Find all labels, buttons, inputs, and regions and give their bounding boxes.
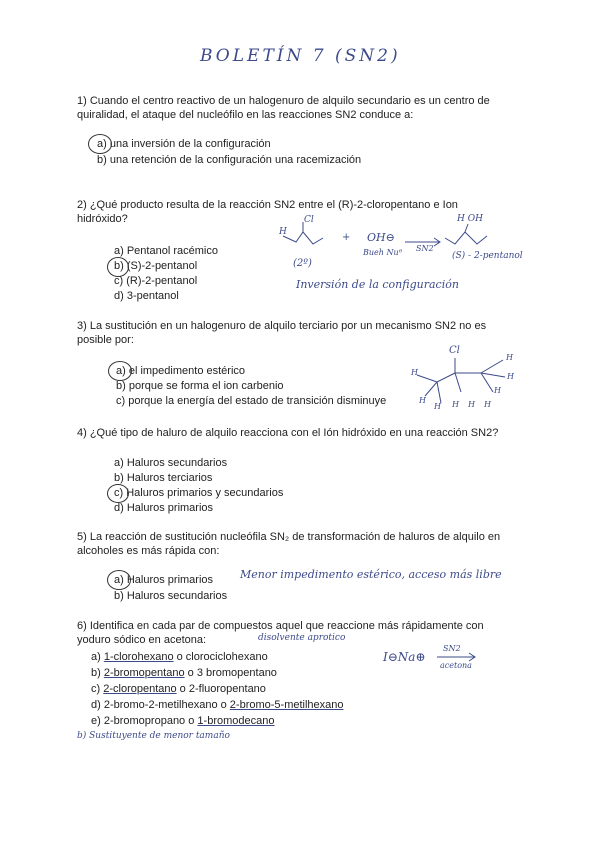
- q3-sketch-cl: Cl: [449, 345, 460, 356]
- q3-option-b: b) porque se forma el ion carbenio: [116, 380, 284, 392]
- q3-sketch-h6: H: [434, 402, 441, 411]
- q2-note-reagent: OH⊖: [367, 231, 395, 244]
- q6-note-solvent: disolvente aprotico: [258, 633, 346, 643]
- q4-option-c: c) Haluros primarios y secundarios: [114, 487, 284, 499]
- page-title: BOLETÍN 7 (SN2): [200, 46, 401, 66]
- q3-sketch-h7: H: [452, 400, 459, 409]
- q3-option-c: c) porque la energía del estado de transición disminuye: [116, 395, 387, 407]
- q2-note-result: Inversión de la configuración: [296, 278, 459, 291]
- q4-question: 4) ¿Qué tipo de haluro de alquilo reacciona con el Ión hidróxido en una reacción SN2?: [77, 427, 499, 439]
- q6-note-b: b) Sustituyente de menor tamaño: [77, 731, 230, 741]
- q6-note-reagent: I⊖Na⊕: [383, 650, 426, 664]
- q2-sketch-cl: Cl: [304, 215, 314, 225]
- q3-question: 3) La sustitución en un halogenuro de alquilo terciario por un mecanismo SN2 no es posible por:: [77, 320, 487, 346]
- q2-note-product: (S) - 2-pentanol: [452, 251, 523, 261]
- q1-question: 1) Cuando el centro reactivo de un halogenuro de alquilo secundario es un centro de quiralidad, el ataque del nucleófilo en las reacciones SN2 conduce a:: [77, 95, 490, 121]
- q6-item-a: a) 1-clorohexano o clorociclohexano: [91, 651, 268, 663]
- q6-note-solvent2: acetona: [440, 661, 472, 670]
- q3-sketch-h2: H: [506, 353, 513, 362]
- q2-note-secondary: (2º): [293, 258, 312, 269]
- q6-item-c: c) 2-cloropentano o 2-fluoropentano: [91, 683, 266, 695]
- q2-note-condition: SN2: [416, 244, 434, 253]
- q3-sketch-h9: H: [484, 400, 491, 409]
- q6-note-condition: SN2: [443, 644, 461, 653]
- q1-option-b: b) una retención de la configuración una racemización: [97, 154, 362, 166]
- q3-sketch-h5: H: [419, 396, 426, 405]
- q2-option-d: d) 3-pentanol: [114, 290, 179, 302]
- q6-question: 6) Identifica en cada par de compuestos aquel que reaccione más rápidamente con yoduro sódico en acetona:: [77, 620, 484, 646]
- q6-item-b: b) 2-bromopentano o 3 bromopentano: [91, 667, 277, 679]
- q5-option-a: a) Haluros primarios: [114, 574, 214, 586]
- q3-sketch-h8: H: [468, 400, 475, 409]
- q6-item-e: e) 2-bromopropano o 1-bromodecano: [91, 715, 275, 727]
- q5-note: Menor impedimento estérico, acceso más libre: [240, 568, 502, 581]
- q4-option-d: d) Haluros primarios: [114, 502, 214, 514]
- q2-option-a: a) Pentanol racémico: [114, 245, 218, 257]
- q2-note-reagent-sub: Bueh Nuᶿ: [363, 248, 403, 257]
- q3-sketch-h4: H: [494, 386, 501, 395]
- q2-option-b: b) (S)-2-pentanol: [114, 260, 198, 272]
- q2-option-c: c) (R)-2-pentanol: [114, 275, 198, 287]
- q4-option-b: b) Haluros terciarios: [114, 472, 213, 484]
- q2-product-label: H OH: [457, 214, 483, 224]
- q3-sketch-h3: H: [507, 372, 514, 381]
- q3-option-a: a) el impedimento estérico: [116, 365, 246, 377]
- q2-question: 2) ¿Qué producto resulta de la reacción SN2 entre el (R)-2-cloropentano e Ion hidróxido?: [77, 199, 458, 225]
- q3-sketch-h1: H: [411, 368, 418, 377]
- q2-sketch-h: H: [279, 227, 287, 237]
- q5-option-b: b) Haluros secundarios: [114, 590, 228, 602]
- plus-sign: +: [342, 232, 351, 243]
- q4-option-a: a) Haluros secundarios: [114, 457, 228, 469]
- q6-item-d: d) 2-bromo-2-metilhexano o 2-bromo-5-metilhexano: [91, 699, 344, 711]
- q5-question: 5) La reacción de sustitución nucleófila SN₂ de transformación de haluros de alquilo en alcoholes es más rápida con:: [77, 531, 501, 557]
- q1-option-a: a) una inversión de la configuración: [97, 138, 271, 150]
